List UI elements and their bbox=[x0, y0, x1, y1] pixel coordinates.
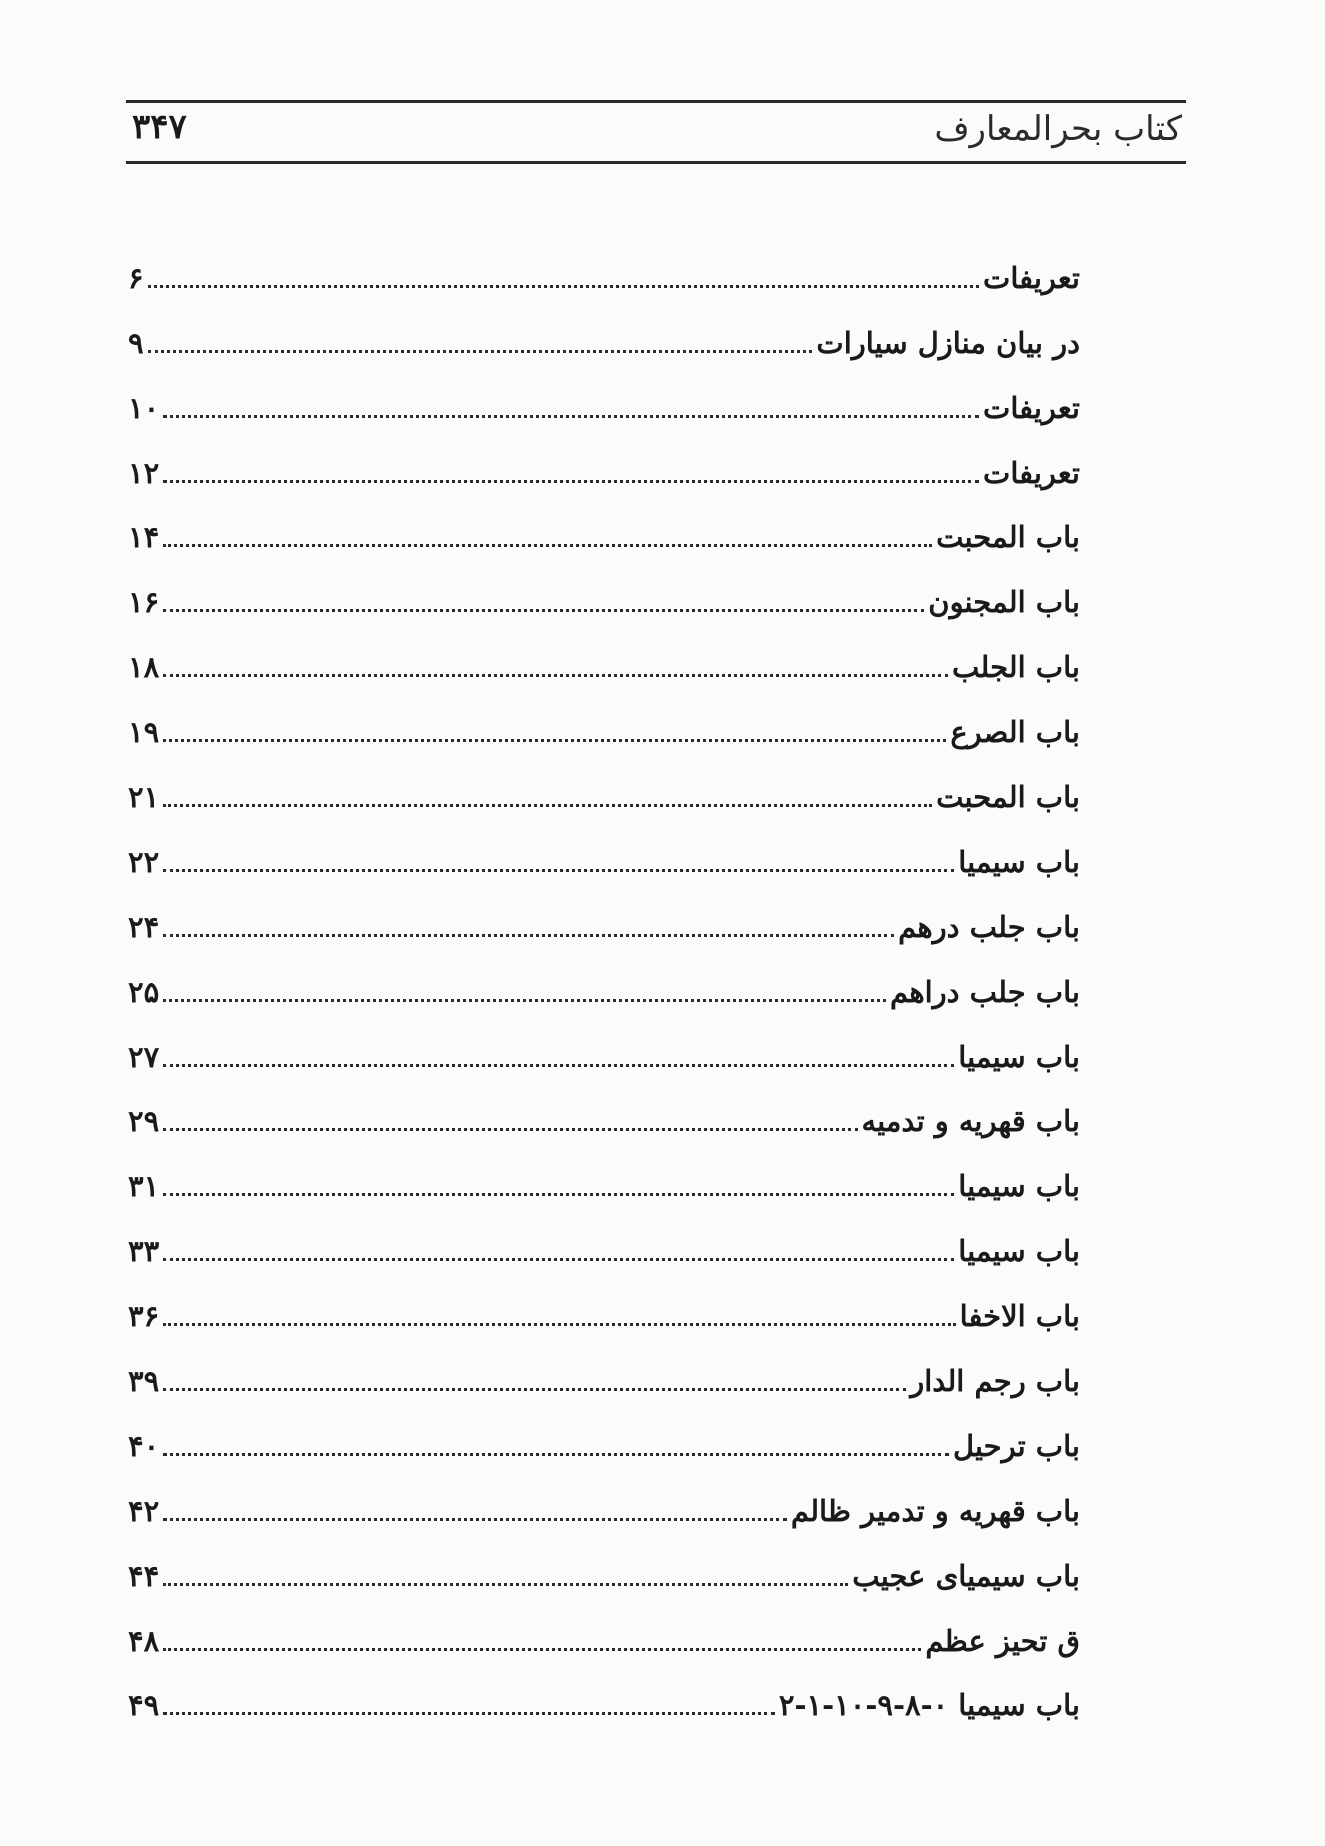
dot-leader bbox=[163, 415, 979, 418]
toc-entry-title: باب الجلب bbox=[952, 650, 1080, 685]
toc-entry-page: ۴۹ bbox=[128, 1688, 160, 1723]
toc-entry bbox=[128, 625, 1080, 690]
toc-entry bbox=[128, 1274, 1080, 1339]
toc-entry-page: ۲۹ bbox=[128, 1104, 160, 1139]
toc-entry-page: ۱۴ bbox=[128, 520, 160, 555]
dot-leader bbox=[163, 869, 954, 872]
toc-entry bbox=[128, 1534, 1080, 1599]
toc-entry bbox=[128, 496, 1080, 561]
toc-entry-page: ۳۹ bbox=[128, 1364, 160, 1399]
toc-entry-page: ۳۱ bbox=[128, 1169, 160, 1204]
toc-entry bbox=[128, 1664, 1080, 1729]
toc-entry-page: ۱۲ bbox=[128, 455, 160, 490]
toc-entry-page: ۲۲ bbox=[128, 844, 160, 879]
book-title: کتاب بحرالمعارف bbox=[934, 109, 1182, 149]
toc-entry bbox=[128, 1404, 1080, 1469]
toc-entry-title: باب سیمیا bbox=[958, 1039, 1080, 1074]
toc-entry-page: ۳۳ bbox=[128, 1234, 160, 1269]
toc-entry-page: ۱۶ bbox=[128, 585, 160, 620]
toc-entry-page: ۲۱ bbox=[128, 780, 160, 815]
running-header bbox=[126, 100, 1186, 164]
toc-entry bbox=[128, 1339, 1080, 1404]
dot-leader bbox=[163, 609, 924, 612]
toc-entry-title: باب سیمیا ۰-۸-۹-۱۰-۱-۲ bbox=[778, 1688, 1080, 1723]
toc-entry-title: باب جلب دراهم bbox=[890, 974, 1080, 1009]
toc-entry-title: باب الصرع bbox=[950, 715, 1080, 750]
toc-entry-page: ۴۰ bbox=[128, 1428, 160, 1463]
dot-leader bbox=[163, 999, 886, 1002]
dot-leader bbox=[163, 1258, 954, 1261]
page-number: ۳۴۷ bbox=[132, 107, 187, 147]
toc-entry-title: باب المحبت bbox=[936, 520, 1080, 555]
toc-entry-title: باب قهریه و تدمیه bbox=[861, 1104, 1080, 1139]
toc-entry-title: باب رجم الدار bbox=[910, 1364, 1080, 1399]
toc-entry-page: ۲۵ bbox=[128, 974, 160, 1009]
toc-entry bbox=[128, 301, 1080, 366]
toc-entry-page: ۴۸ bbox=[128, 1623, 160, 1658]
toc-entry-title: باب قهریه و تدمیر ظالم bbox=[790, 1493, 1080, 1528]
dot-leader bbox=[163, 1583, 848, 1586]
toc-entry-page: ۱۹ bbox=[128, 715, 160, 750]
toc-entry-title: باب المجنون bbox=[928, 585, 1080, 620]
toc-entry bbox=[128, 755, 1080, 820]
toc-entry bbox=[128, 690, 1080, 755]
toc-entry bbox=[128, 431, 1080, 496]
toc-entry-title: تعریفات bbox=[983, 455, 1080, 490]
toc-entry-title: باب ترحیل bbox=[952, 1428, 1080, 1463]
toc-entry-page: ۳۶ bbox=[128, 1299, 160, 1334]
toc-entry-title: تعریفات bbox=[983, 260, 1080, 295]
dot-leader bbox=[163, 1518, 787, 1521]
toc-entry bbox=[128, 1015, 1080, 1080]
toc-entry-title: باب سیمیای عجیب bbox=[852, 1558, 1080, 1593]
toc-entry bbox=[128, 1209, 1080, 1274]
toc-entry bbox=[128, 1599, 1080, 1664]
dot-leader bbox=[148, 285, 979, 288]
dot-leader bbox=[148, 350, 813, 353]
toc-entry bbox=[128, 885, 1080, 950]
toc-entry-title: باب جلب درهم bbox=[898, 909, 1080, 944]
toc-entry bbox=[128, 1080, 1080, 1145]
dot-leader bbox=[163, 480, 979, 483]
dot-leader bbox=[163, 1712, 775, 1715]
toc-entry-page: ۶ bbox=[128, 260, 144, 295]
toc-entry-page: ۲۷ bbox=[128, 1039, 160, 1074]
toc-entry-page: ۱۸ bbox=[128, 650, 160, 685]
dot-leader bbox=[163, 1128, 857, 1131]
toc-entry-page: ۴۲ bbox=[128, 1493, 160, 1528]
toc-entry-title: باب الاخفا bbox=[959, 1299, 1080, 1334]
dot-leader bbox=[163, 739, 946, 742]
table-of-contents bbox=[128, 236, 1080, 1728]
dot-leader bbox=[163, 934, 894, 937]
dot-leader bbox=[163, 1453, 949, 1456]
toc-entry-page: ۴۴ bbox=[128, 1558, 160, 1593]
dot-leader bbox=[163, 1193, 954, 1196]
toc-entry-title: در بیان منازل سیارات bbox=[816, 325, 1080, 360]
toc-entry-title: ق تحیز عظم bbox=[925, 1623, 1080, 1658]
toc-entry-title: باب المحبت bbox=[936, 780, 1080, 815]
dot-leader bbox=[163, 544, 932, 547]
toc-entry-title: باب سیمیا bbox=[958, 844, 1080, 879]
toc-entry bbox=[128, 560, 1080, 625]
dot-leader bbox=[163, 1648, 921, 1651]
dot-leader bbox=[163, 1323, 956, 1326]
toc-entry-page: ۱۰ bbox=[128, 390, 160, 425]
toc-entry bbox=[128, 236, 1080, 301]
toc-entry bbox=[128, 950, 1080, 1015]
dot-leader bbox=[163, 804, 932, 807]
toc-entry-title: باب سیمیا bbox=[958, 1234, 1080, 1269]
toc-entry-page: ۹ bbox=[128, 325, 144, 360]
dot-leader bbox=[163, 674, 948, 677]
toc-entry bbox=[128, 820, 1080, 885]
dot-leader bbox=[163, 1064, 954, 1067]
toc-entry bbox=[128, 366, 1080, 431]
toc-entry-page: ۲۴ bbox=[128, 909, 160, 944]
toc-entry bbox=[128, 1469, 1080, 1534]
toc-entry bbox=[128, 1144, 1080, 1209]
dot-leader bbox=[163, 1388, 906, 1391]
toc-entry-title: تعریفات bbox=[983, 390, 1080, 425]
toc-entry-title: باب سیمیا bbox=[958, 1169, 1080, 1204]
